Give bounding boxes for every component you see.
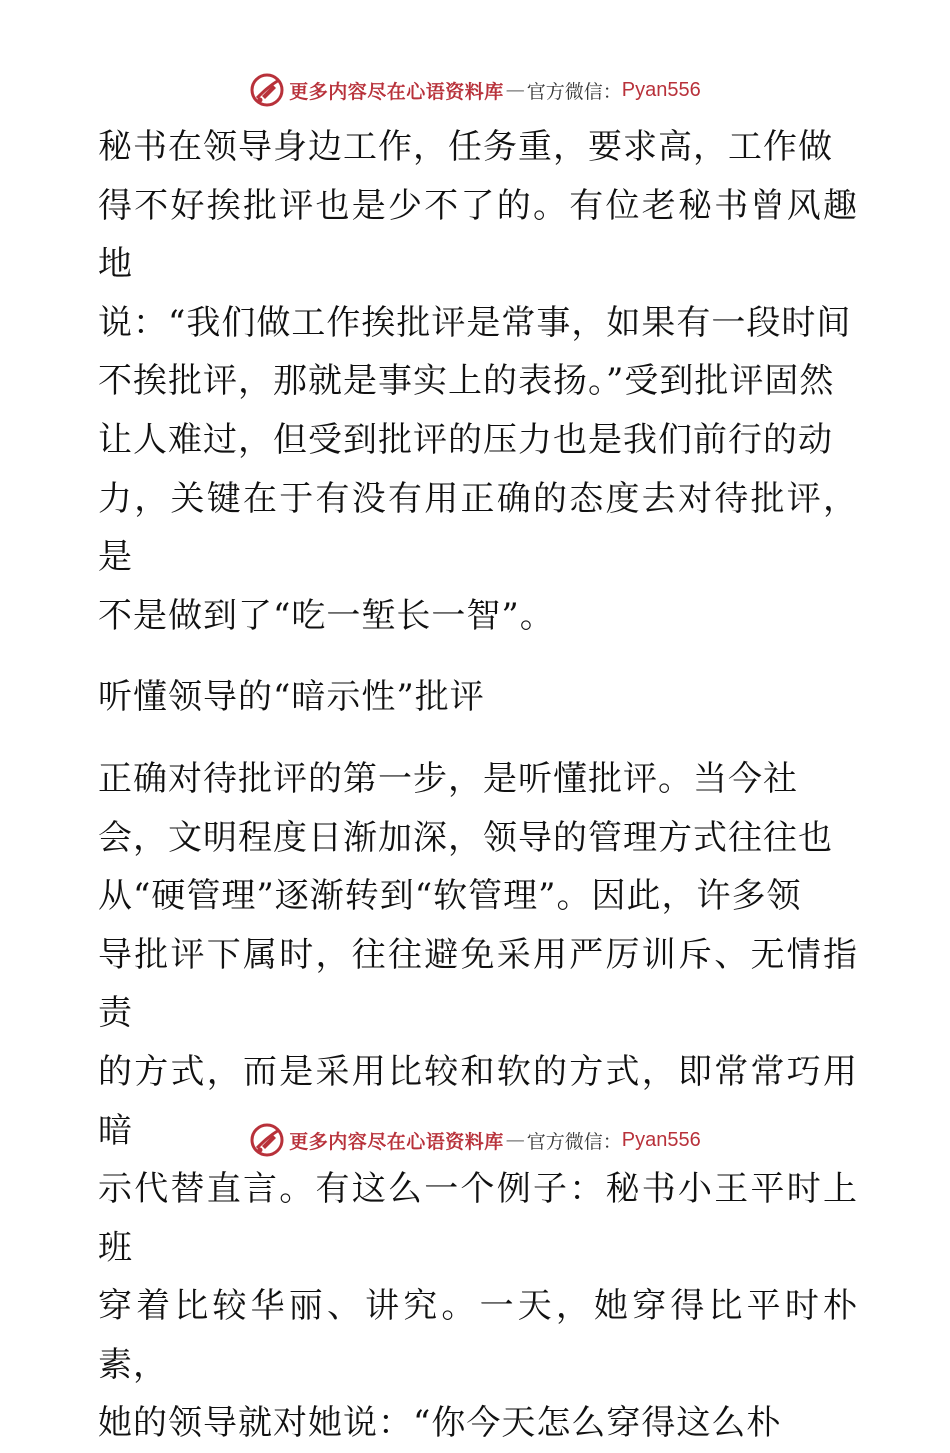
text-line: 得不好挨批评也是少不了的。有位老秘书曾风趣地 (98, 185, 858, 285)
footer-banner (0, 1118, 950, 1162)
brand-logo-icon (249, 72, 285, 108)
text-line: 导批评下属时，往往避免采用严厉训斥、无情指责 (98, 934, 858, 1034)
section-heading: 听懂领导的“暗示性”批评 (98, 677, 485, 718)
banner-wechat-label: 官方微信： (526, 80, 622, 103)
text-line: 从“硬管理”逐渐转到“软管理”。因此，许多领 (98, 876, 802, 917)
text-line: 秘书在领导身边工作，任务重，要求高，工作做 (98, 127, 833, 167)
paragraph-gap (98, 645, 858, 668)
banner-separator: — (505, 79, 525, 101)
brand-logo-icon (249, 1122, 285, 1158)
text-line: 她的领导就对她说：“你今天怎么穿得这么朴 (98, 1403, 782, 1444)
header-banner (0, 68, 950, 112)
text-line: 会，文明程度日渐加深，领导的管理方式往往也 (98, 817, 833, 858)
text-line: 让人难过，但受到批评的压力也是我们前行的动 (98, 419, 833, 460)
text-line: 穿着比较华丽、讲究。一天，她穿得比平时朴素， (98, 1286, 858, 1385)
banner-separator: — (505, 1129, 525, 1151)
banner-brand: 更多内容尽在心语资料库 (289, 80, 504, 103)
banner-brand: 更多内容尽在心语资料库 (289, 1130, 504, 1153)
paragraph-gap (98, 727, 858, 750)
paragraph-2 (98, 750, 858, 1453)
text-line: 不挨批评，那就是事实上的表扬。”受到批评固然 (98, 361, 835, 402)
text-line: 正确对待批评的第一步，是听懂批评。当今社 (98, 758, 798, 799)
document-body (98, 118, 858, 1453)
text-line: 说：“我们做工作挨批评是常事，如果有一段时间 (98, 302, 852, 343)
paragraph-1 (98, 118, 858, 645)
text-line: 的方式，而是采用比较和软的方式，即常常巧用暗 (98, 1051, 858, 1151)
banner-wechat-id: Pyan556 (621, 1128, 701, 1151)
text-line: 示代替直言。有这么一个例子：秘书小王平时上班 (98, 1169, 858, 1268)
text-line: 力，关键在于有没有用正确的态度去对待批评，是 (98, 478, 858, 578)
text-line: 不是做到了“吃一堑长一智”。 (98, 595, 555, 636)
banner-wechat-id: Pyan556 (621, 78, 701, 101)
banner-wechat-label: 官方微信： (526, 1130, 622, 1153)
